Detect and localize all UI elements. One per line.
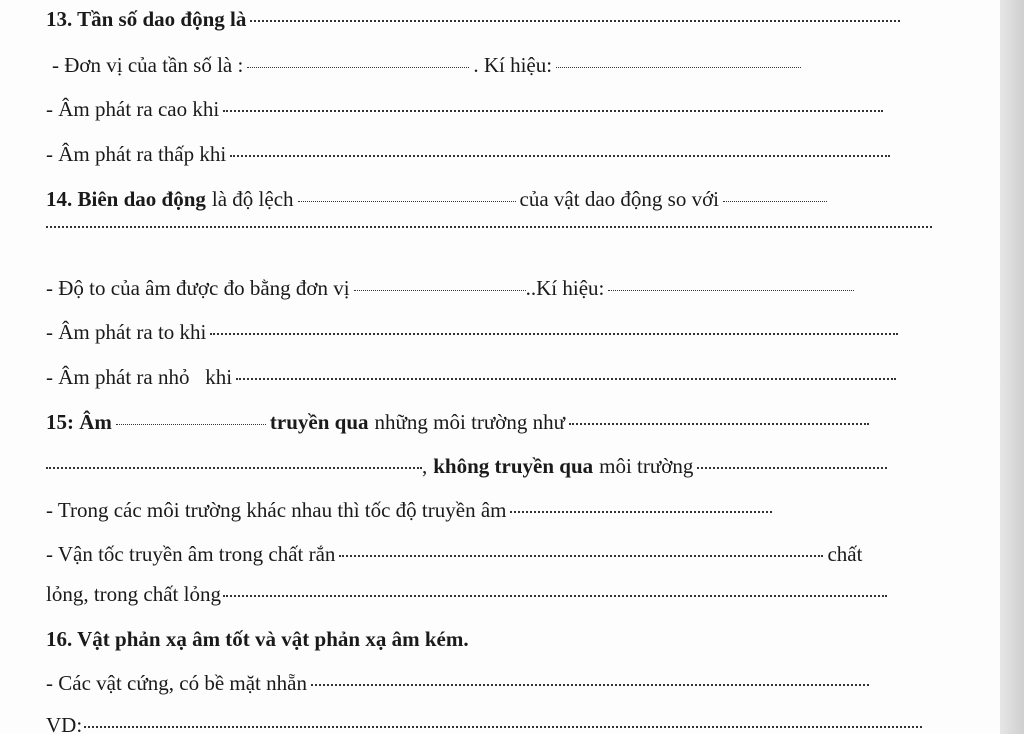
answer-blank[interactable] — [608, 290, 854, 291]
q13-title-line — [46, 6, 904, 32]
q13-title: 13. Tần số dao động là — [46, 7, 247, 31]
q13-low-label: - Âm phát ra thấp khi — [46, 142, 227, 166]
answer-blank[interactable] — [354, 290, 526, 291]
q14-soft-line — [46, 364, 900, 390]
answer-blank[interactable] — [697, 467, 887, 469]
q14-continuation-line — [46, 230, 936, 232]
q14-loud-line — [46, 319, 902, 345]
q13-unit-label: - Đơn vị của tần số là : — [52, 53, 244, 77]
answer-blank[interactable] — [569, 423, 869, 425]
q14-soft-label: - Âm phát ra nhỏ khi — [46, 365, 233, 389]
q15-title-line — [46, 409, 873, 435]
q13-low-line — [46, 141, 894, 167]
page-edge-shadow — [1000, 0, 1024, 734]
q14-title-bold: 14. Biên dao động — [46, 187, 206, 211]
q13-unit-line — [52, 52, 805, 78]
q15-travels-rest: những môi trường như — [374, 410, 566, 434]
answer-blank[interactable] — [236, 378, 896, 380]
q15-speed-label: - Trong các môi trường khác nhau thì tốc độ truyền âm — [46, 498, 507, 522]
answer-blank[interactable] — [723, 201, 827, 202]
q15-not-travel-bold: không truyền qua — [433, 454, 594, 478]
answer-blank[interactable] — [247, 67, 469, 68]
q15-solid-line — [46, 541, 862, 567]
q14-loudness-line — [46, 275, 858, 301]
answer-blank[interactable] — [339, 555, 823, 557]
q15-speed-line — [46, 497, 776, 523]
answer-blank[interactable] — [46, 467, 422, 469]
q13-high-line — [46, 96, 887, 122]
q15-liquid-label: lỏng, trong chất lỏng — [46, 582, 221, 606]
answer-blank[interactable] — [84, 726, 922, 728]
q15-not-travel-rest: môi trường — [599, 454, 694, 478]
q14-title-rest: là độ lệch — [211, 187, 294, 211]
q16-title-line — [46, 626, 469, 652]
q15-comma: , — [422, 454, 428, 478]
answer-blank[interactable] — [223, 110, 883, 112]
q15-solid-label: - Vận tốc truyền âm trong chất rắn — [46, 542, 336, 566]
answer-blank[interactable] — [510, 511, 772, 513]
answer-blank[interactable] — [230, 155, 890, 157]
q15-title: 15: Âm — [46, 410, 112, 434]
q14-middle: của vật dao động so với — [519, 187, 720, 211]
q13-symbol-label: . Kí hiệu: — [473, 53, 553, 77]
q15-not-travel-line — [46, 453, 891, 479]
q14-title-line — [46, 186, 831, 212]
q14-loud-label: - Âm phát ra to khi — [46, 320, 207, 344]
q15-solid-end: chất — [827, 542, 863, 566]
answer-blank[interactable] — [311, 684, 869, 686]
q15-travels-bold: truyền qua — [269, 410, 369, 434]
answer-blank[interactable] — [223, 595, 887, 597]
q16-hard-label: - Các vật cứng, có bề mặt nhẵn — [46, 671, 307, 695]
q16-hard-line — [46, 670, 873, 696]
q16-title: 16. Vật phản xạ âm tốt và vật phản xạ âm kém. — [46, 627, 469, 651]
answer-blank[interactable] — [210, 333, 898, 335]
q15-liquid-line — [46, 581, 891, 607]
answer-blank[interactable] — [46, 226, 932, 228]
q13-high-label: - Âm phát ra cao khi — [46, 97, 220, 121]
q16-example-label: VD: — [46, 713, 83, 737]
answer-blank[interactable] — [116, 424, 266, 425]
answer-blank[interactable] — [250, 20, 900, 22]
q14-loudness-symbol: ..Kí hiệu: — [525, 276, 605, 300]
answer-blank[interactable] — [298, 201, 516, 202]
q14-loudness-label: - Độ to của âm được đo bằng đơn vị — [46, 276, 350, 300]
answer-blank[interactable] — [556, 67, 801, 68]
q16-example-line — [46, 712, 926, 738]
